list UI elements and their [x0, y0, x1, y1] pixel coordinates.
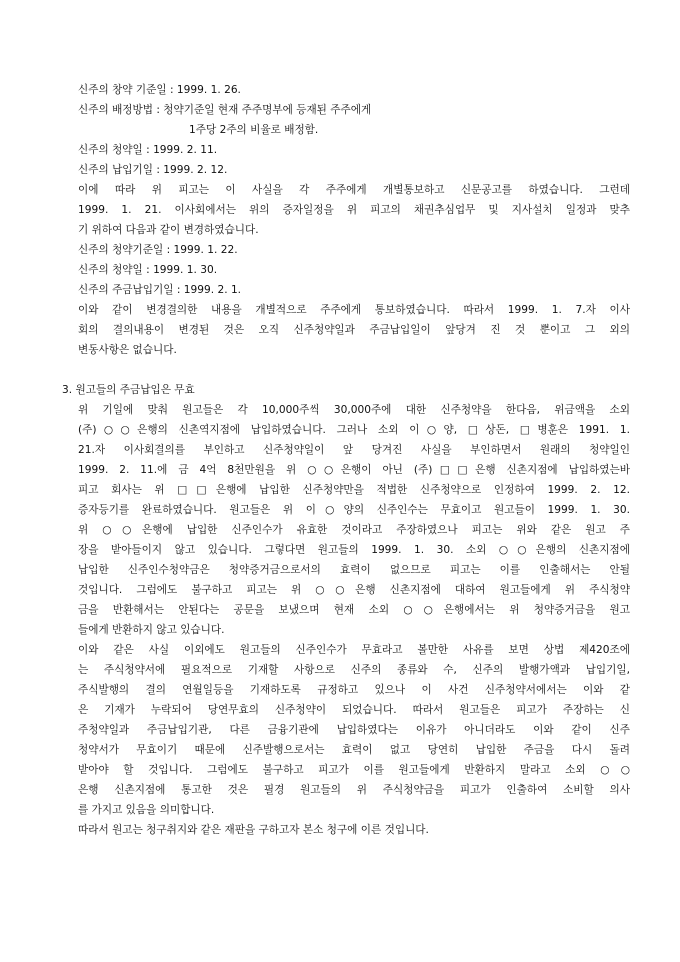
text-line: 은 기재가 누락되어 당연무효의 신주청약이 되었습니다. 따라서 원고들은 피고가 주장하는 신: [78, 704, 630, 716]
text-line: 이에 따라 위 피고는 이 사실을 각 주주에게 개별통보하고 신문공고를 하였습니다. 그런데: [78, 184, 630, 196]
text-line: 것입니다. 그럼에도 불구하고 피고는 위 ○○은행 신촌지점에 대하여 원고들에게 위 주식청약: [78, 584, 630, 596]
text-line: 이와 같이 변경결의한 내용을 개별적으로 주주에게 통보하였습니다. 따라서 1999. 1. 7.자 이사: [78, 304, 630, 316]
text-line: 는 주식청약서에 필요적으로 기재할 사항으로 신주의 종류와 수, 신주의 발행가액과 납입기일,: [78, 664, 630, 676]
text-line: 위 ○○은행에 납입한 신주인수가 유효한 것이라고 주장하였으나 피고는 위와 같은 원고 주: [78, 524, 630, 536]
text-line: 1999. 2. 11.에 금 4억 8천만원을 위 ○○은행이 아닌 (주)□□은행 신촌지점에 납입하였는바: [78, 464, 630, 476]
text-line: 신주의 청약일 : 1999. 1. 30.: [78, 264, 218, 276]
text-line: 변동사항은 없습니다.: [78, 344, 177, 356]
text-line: 주식발행의 결의 연월일등을 기재하도록 규정하고 있으나 이 사건 신주청약서에서는 이와 같: [78, 684, 630, 696]
text-line: 회의 결의내용이 변경된 것은 오직 신주청약일과 주금납입일이 앞당겨 진 것 뿐이고 그 외의: [78, 324, 630, 336]
text-line: 받아야 할 것입니다. 그럼에도 불구하고 피고가 이를 원고들에게 반환하지 말라고 소외 ○○: [78, 764, 630, 776]
text-line: (주)○○은행의 신촌역지점에 납입하였습니다. 그러나 소외 이○양, □상돈, □병훈은 1991. 1.: [78, 424, 630, 436]
text-line: 신주의 주금납입기일 : 1999. 2. 1.: [78, 284, 242, 296]
text-line: 신주의 창약 기준일 : 1999. 1. 26.: [78, 84, 241, 96]
text-line: 신주의 납입기일 : 1999. 2. 12.: [78, 164, 228, 176]
text-line: 이와 같은 사실 이외에도 원고들의 신주인수가 무효라고 볼만한 사유를 보면 상법 제420조에: [78, 644, 630, 656]
text-line: 를 가지고 있음을 의미합니다.: [78, 804, 215, 816]
text-line: 납입한 신주인수청약금은 청약증거금으로서의 효력이 없으므로 피고는 이를 인출해서는 안될: [78, 564, 630, 576]
text-line: 청약서가 무효이기 때문에 신주발행으로서는 효력이 없고 당연히 납입한 주금을 다시 돌려: [78, 744, 630, 756]
text-line: 1999. 1. 21. 이사회에서는 위의 증자일정을 위 피고의 채권추심업무 및 지사설치 일정과 맞추: [78, 204, 630, 216]
text-line: 들에게 반환하지 않고 있습니다.: [78, 624, 225, 636]
text-line: 피고 회사는 위 □□은행에 납입한 신주청약만을 적법한 신주청약으로 인정하여 1999. 2. 12.: [78, 484, 630, 496]
text-line: 주청약일과 주금납입기관, 다른 금융기관에 납입하였다는 이유가 아니더라도 이와 같이 신주: [78, 724, 630, 736]
text-line: 신주의 배정방법 : 청약기준일 현재 주주명부에 등재된 주주에게: [78, 104, 372, 116]
text-line: 따라서 원고는 청구취지와 같은 재판을 구하고자 본소 청구에 이른 것입니다.: [78, 824, 429, 836]
text-line: 위 기일에 맞춰 원고들은 각 10,000주씩 30,000주에 대한 신주청약을 한다음, 위금액을 소외: [78, 404, 630, 416]
text-line: 1주당 2주의 비율로 배정함.: [189, 124, 319, 136]
text-line: 장을 받아들이지 않고 있습니다. 그렇다면 원고들의 1999. 1. 30. 소외 ○○은행의 신촌지점에: [78, 544, 630, 556]
text-line: 신주의 청약일 : 1999. 2. 11.: [78, 144, 218, 156]
text-line: 증자등기를 완료하였습니다. 원고들은 위 이○양의 신주인수는 무효이고 원고들이 1999. 1. 30.: [78, 504, 630, 516]
text-line: 금을 반환해서는 안된다는 공문을 보냈으며 현재 소외 ○○은행에서는 위 청약증거금을 원고: [78, 604, 630, 616]
text-line: 신주의 청약기준일 : 1999. 1. 22.: [78, 244, 238, 256]
text-line: 은행 신촌지점에 통고한 것은 필경 원고들의 위 주식청약금을 피고가 인출하여 소비할 의사: [78, 784, 630, 796]
section-heading: 3. 원고들의 주금납입은 무효: [62, 384, 195, 396]
text-line: 기 위하여 다음과 같이 변경하였습니다.: [78, 224, 259, 236]
text-line: 21.자 이사회결의를 부인하고 신주청약일이 앞 당겨진 사실을 부인하면서 원래의 청약일인: [78, 444, 630, 456]
